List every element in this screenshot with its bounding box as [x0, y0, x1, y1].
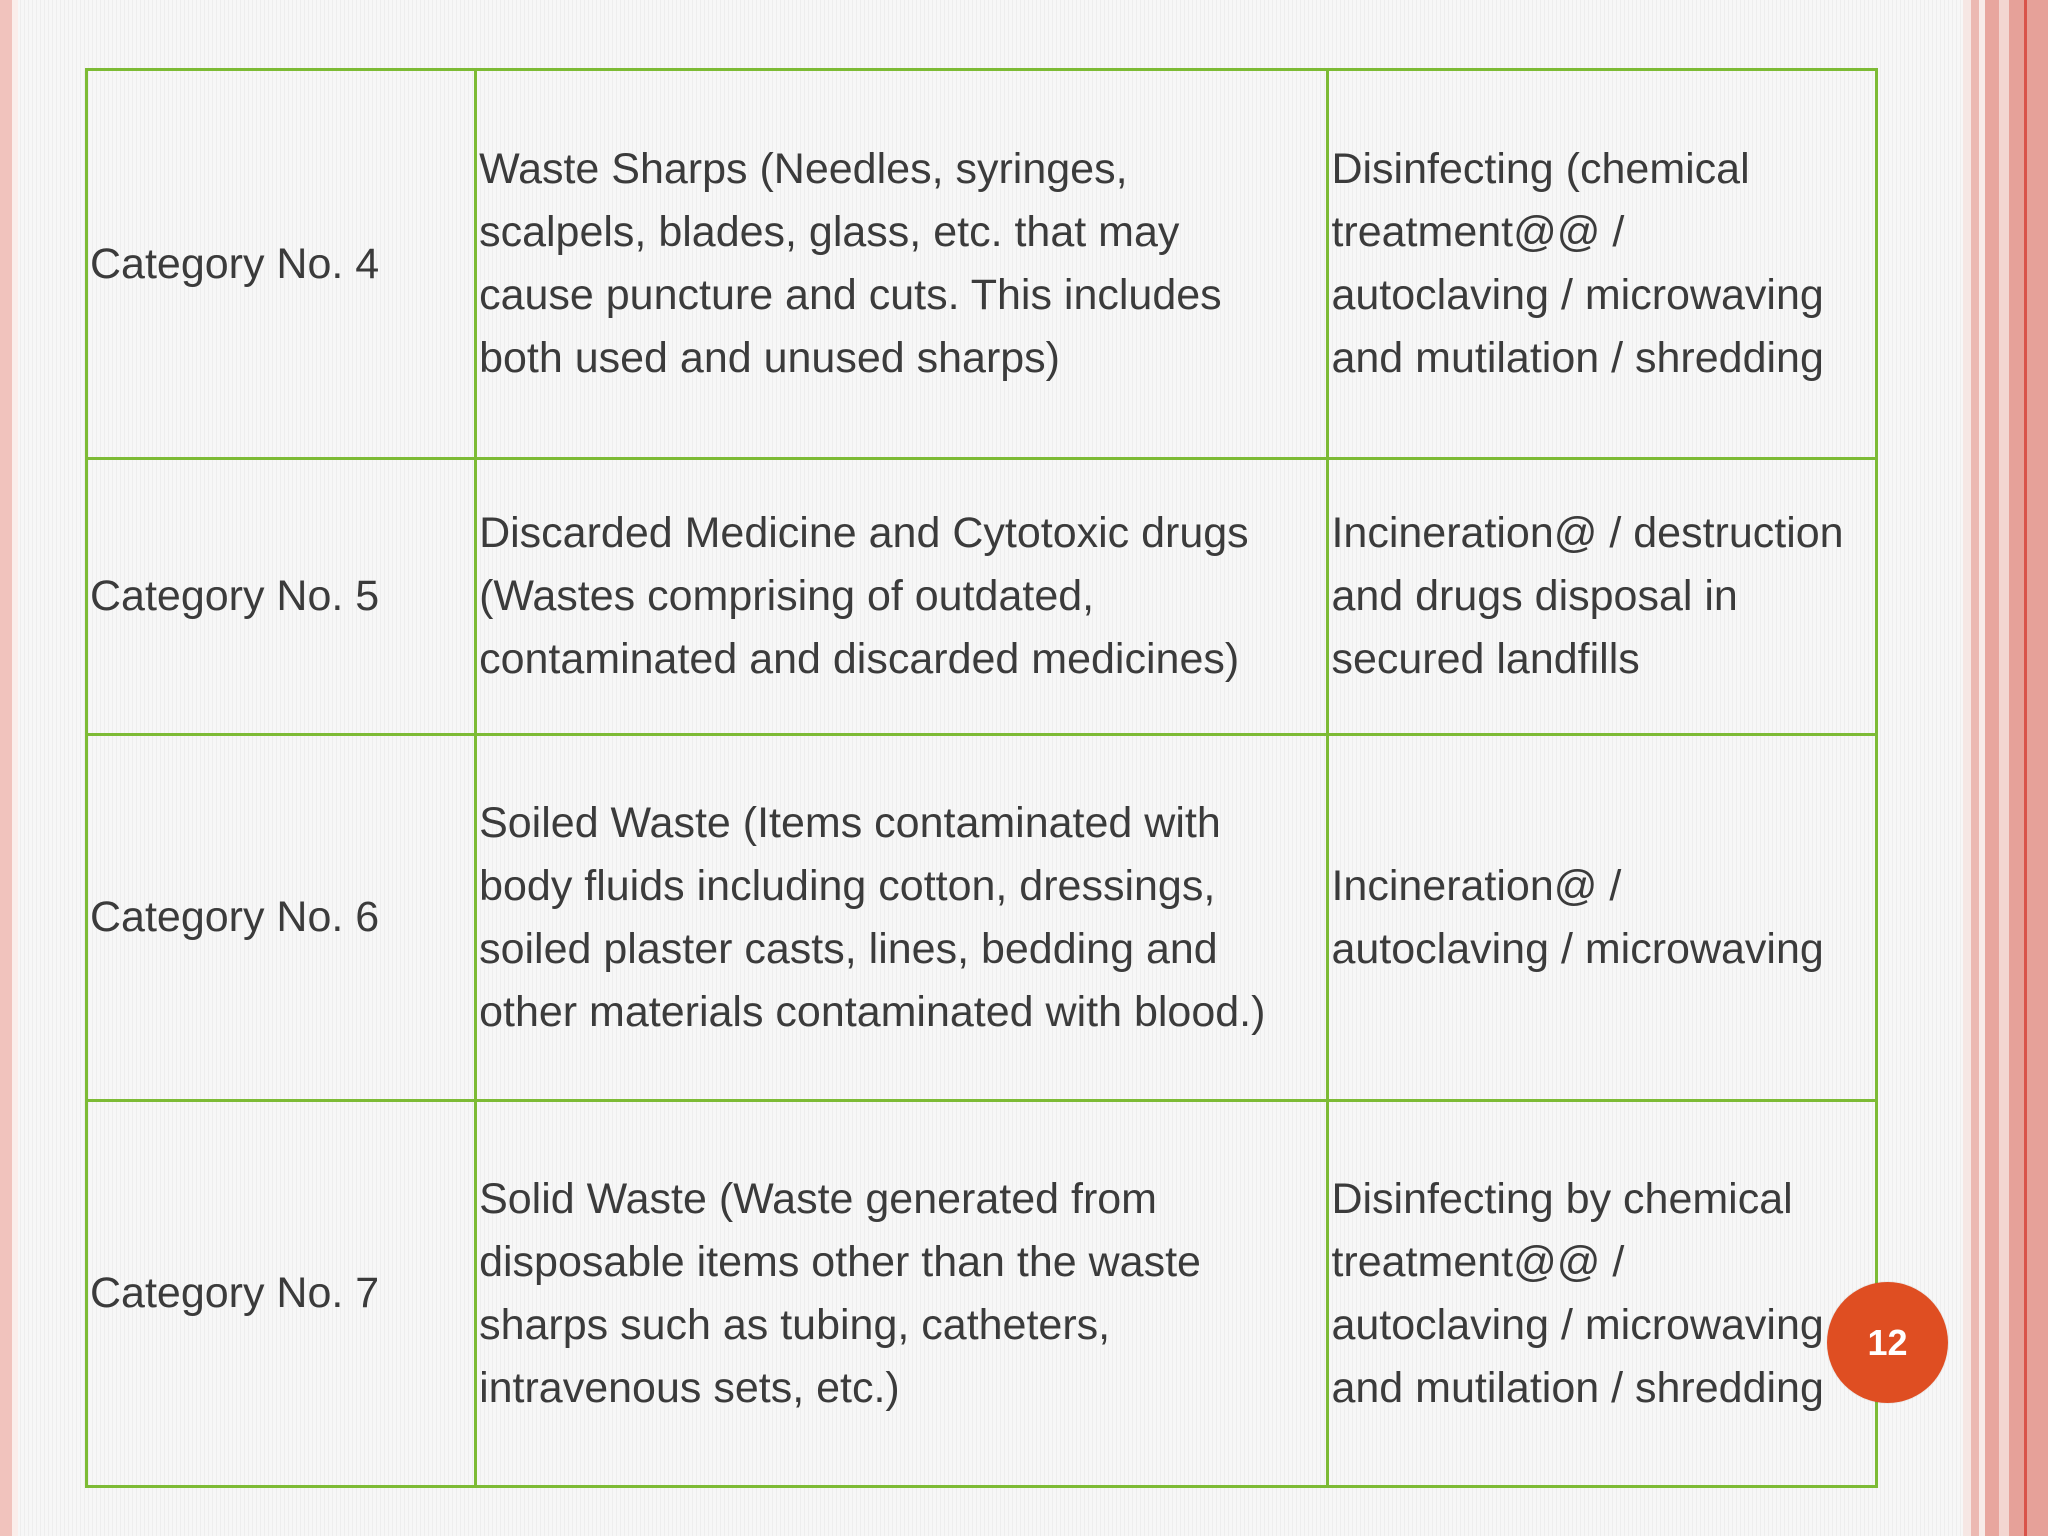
treatment-line: autoclaving / microwaving	[1331, 1300, 1824, 1349]
description-cell	[476, 70, 1328, 459]
description-line: scalpels, blades, glass, etc. that may	[479, 208, 1180, 256]
category-cell	[87, 1101, 476, 1487]
description-line: cause puncture and cuts. This includes	[479, 271, 1222, 319]
treatment-cell	[1328, 459, 1877, 735]
table-row	[87, 735, 1877, 1101]
treatment-line: Incineration@ /	[1331, 861, 1622, 910]
description-cell	[476, 459, 1328, 735]
description-line: Waste Sharps (Needles, syringes,	[479, 145, 1128, 193]
category-label: Category No. 5	[90, 572, 380, 620]
description-line: Solid Waste (Waste generated from	[479, 1174, 1157, 1223]
description-line: Soiled Waste (Items contaminated with	[479, 798, 1221, 847]
right-decorative-bar	[1963, 0, 2048, 1536]
treatment-line: autoclaving / microwaving	[1331, 271, 1824, 319]
left-decorative-rule	[0, 0, 18, 1536]
treatment-line: treatment@@ /	[1331, 1237, 1625, 1286]
description-cell	[476, 1101, 1328, 1487]
category-cell	[87, 459, 476, 735]
treatment-line: Disinfecting (chemical	[1331, 145, 1750, 193]
treatment-cell	[1328, 1101, 1877, 1487]
description-line: both used and unused sharps)	[479, 334, 1060, 382]
treatment-line: secured landfills	[1331, 635, 1640, 683]
treatment-cell	[1328, 70, 1877, 459]
description-line: contaminated and discarded medicines)	[479, 635, 1240, 683]
category-label: Category No. 4	[90, 239, 380, 288]
treatment-line: treatment@@ /	[1331, 208, 1625, 256]
description-line: sharps such as tubing, catheters,	[479, 1300, 1111, 1349]
table-row	[87, 1101, 1877, 1487]
category-label: Category No. 6	[90, 893, 380, 941]
description-line: disposable items other than the waste	[479, 1237, 1201, 1286]
description-cell	[476, 735, 1328, 1101]
category-cell	[87, 70, 476, 459]
table-row	[87, 459, 1877, 735]
description-line: other materials contaminated with blood.)	[479, 987, 1266, 1036]
category-cell	[87, 735, 476, 1101]
category-label: Category No. 7	[90, 1269, 380, 1317]
treatment-line: autoclaving / microwaving	[1331, 924, 1824, 973]
treatment-line: Incineration@ / destruction	[1331, 509, 1844, 557]
table-row	[87, 70, 1877, 459]
description-line: intravenous sets, etc.)	[479, 1363, 900, 1412]
treatment-line: and mutilation / shredding	[1331, 334, 1824, 382]
description-line: Discarded Medicine and Cytotoxic drugs	[479, 509, 1249, 557]
treatment-line: Disinfecting by chemical	[1331, 1174, 1793, 1223]
description-line: (Wastes comprising of outdated,	[479, 572, 1095, 620]
description-line: body fluids including cotton, dressings,	[479, 861, 1216, 910]
treatment-line: and mutilation / shredding	[1331, 1363, 1824, 1412]
waste-category-table	[85, 68, 1878, 1488]
treatment-line: and drugs disposal in	[1331, 572, 1738, 620]
treatment-cell	[1328, 735, 1877, 1101]
page-number-badge: 12	[1827, 1282, 1948, 1403]
description-line: soiled plaster casts, lines, bedding and	[479, 924, 1218, 973]
